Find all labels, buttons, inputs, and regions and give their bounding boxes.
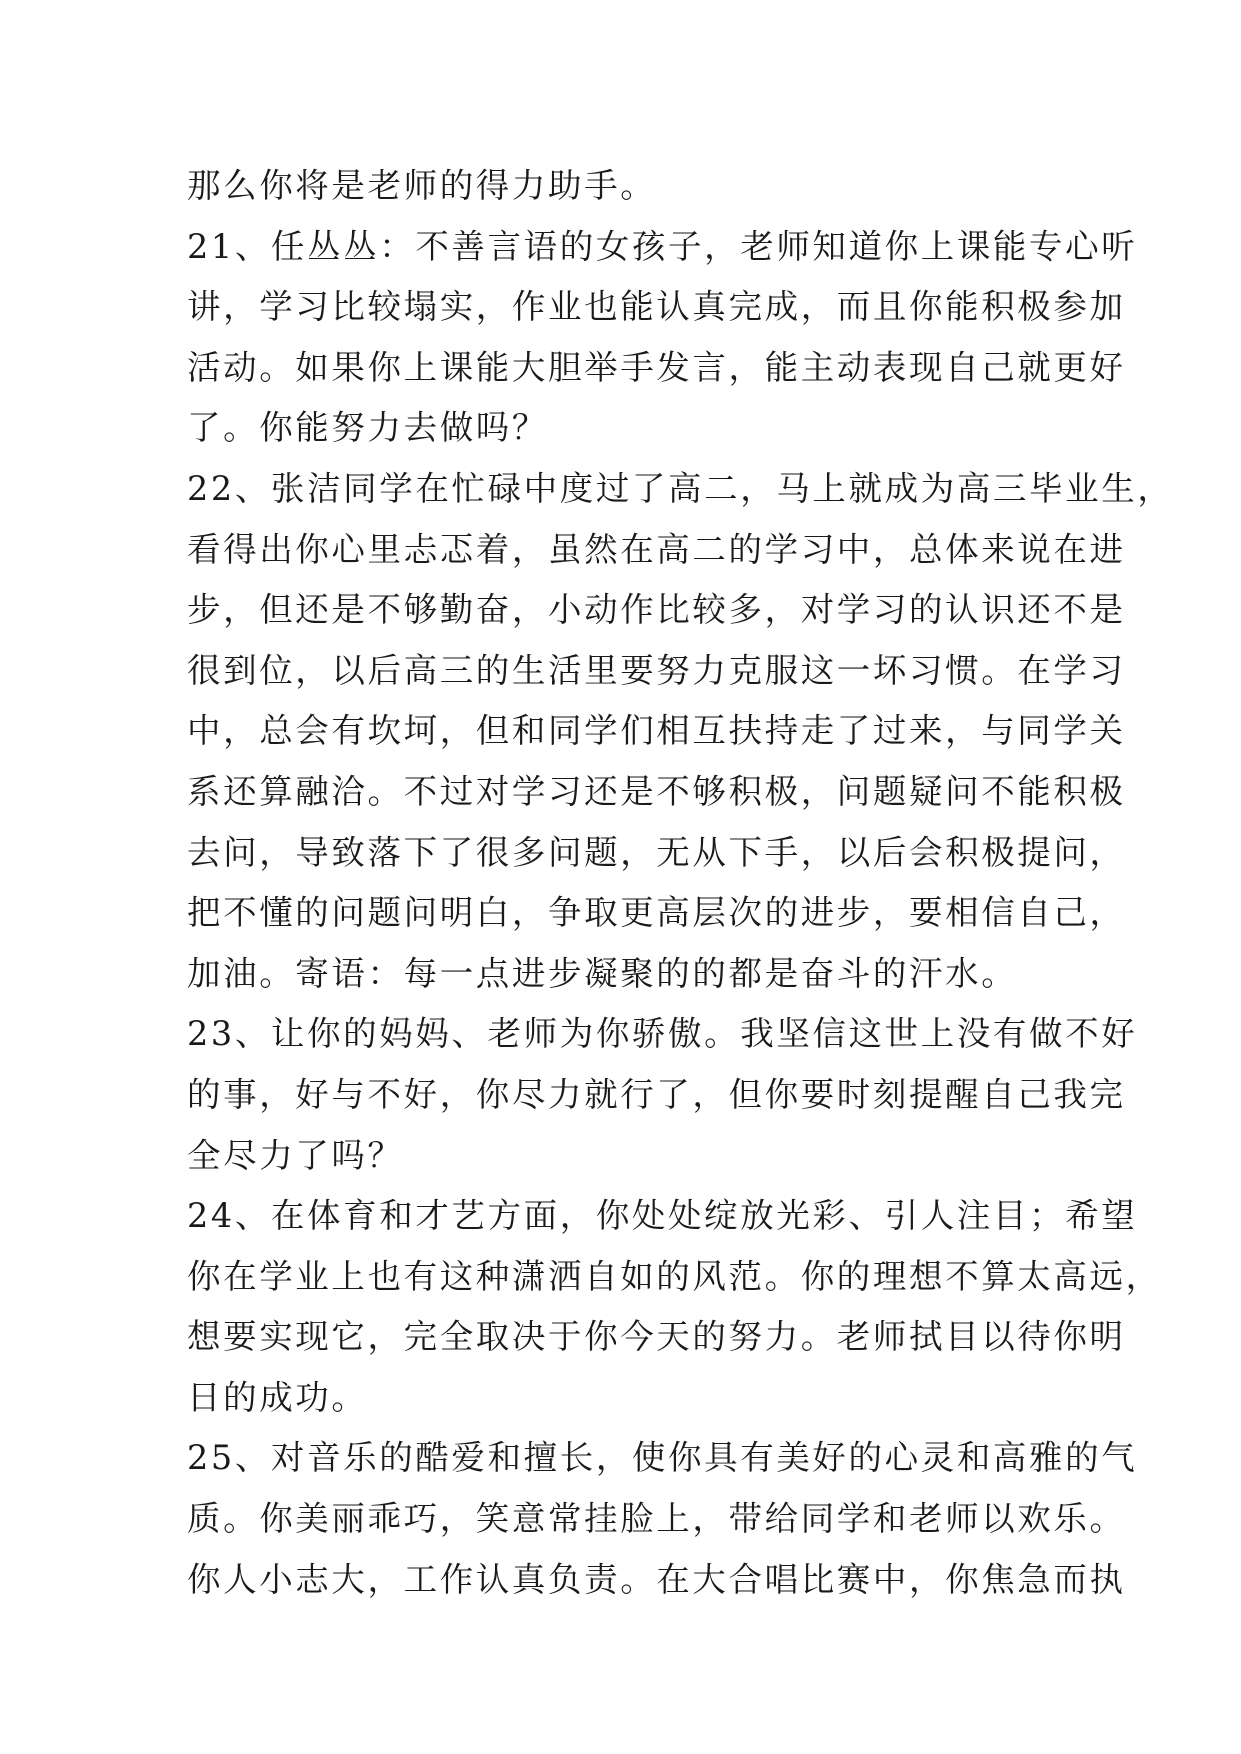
text-line: 活动。如果你上课能大胆举手发言，能主动表现自己就更好 [187,347,1126,387]
text-line: 加油。寄语：每一点进步凝聚的的都是奋斗的汗水。 [187,953,1018,993]
text-line: 21、任丛丛：不善言语的女孩子，老师知道你上课能专心听 [187,226,1138,266]
text-line: 24、在体育和才艺方面，你处处绽放光彩、引人注目；希望 [187,1196,1138,1236]
text-line: 全尽力了吗？ [187,1135,404,1175]
text-line: 很到位，以后高三的生活里要努力克服这一坏习惯。在学习 [187,650,1126,690]
text-line: 系还算融洽。不过对学习还是不够积极，问题疑问不能积极 [187,771,1126,811]
text-line: 步，但还是不够勤奋，小动作比较多，对学习的认识还不是 [187,590,1126,630]
text-line: 23、让你的妈妈、老师为你骄傲。我坚信这世上没有做不好 [187,1014,1138,1054]
text-line: 了。你能努力去做吗？ [187,408,548,448]
text-line: 22、张洁同学在忙碌中度过了高二，马上就成为高三毕业生， [187,468,1174,508]
text-line: 25、对音乐的酷爱和擅长，使你具有美好的心灵和高雅的气 [187,1438,1138,1478]
text-line: 中，总会有坎坷，但和同学们相互扶持走了过来，与同学关 [187,711,1126,751]
text-line: 日的成功。 [187,1377,368,1417]
text-line: 那么你将是老师的得力助手。 [187,166,657,205]
text-line: 看得出你心里忐忑着，虽然在高二的学习中，总体来说在进 [187,529,1126,569]
text-line: 的事，好与不好，你尽力就行了，但你要时刻提醒自己我完 [187,1074,1126,1114]
text-line: 想要实现它，完全取决于你今天的努力。老师拭目以待你明 [187,1317,1126,1357]
text-line: 质。你美丽乖巧，笑意常挂脸上，带给同学和老师以欢乐。 [187,1499,1126,1539]
text-line: 你人小志大，工作认真负责。在大合唱比赛中，你焦急而执 [187,1559,1126,1599]
text-line: 你在学业上也有这种潇洒自如的风范。你的理想不算太高远， [187,1256,1162,1296]
text-line: 讲，学习比较塌实，作业也能认真完成，而且你能积极参加 [187,287,1126,327]
document-body [187,156,1174,1610]
text-line: 去问，导致落下了很多问题，无从下手，以后会积极提问， [187,832,1126,872]
text-line: 把不懂的问题问明白，争取更高层次的进步，要相信自己， [187,893,1126,933]
